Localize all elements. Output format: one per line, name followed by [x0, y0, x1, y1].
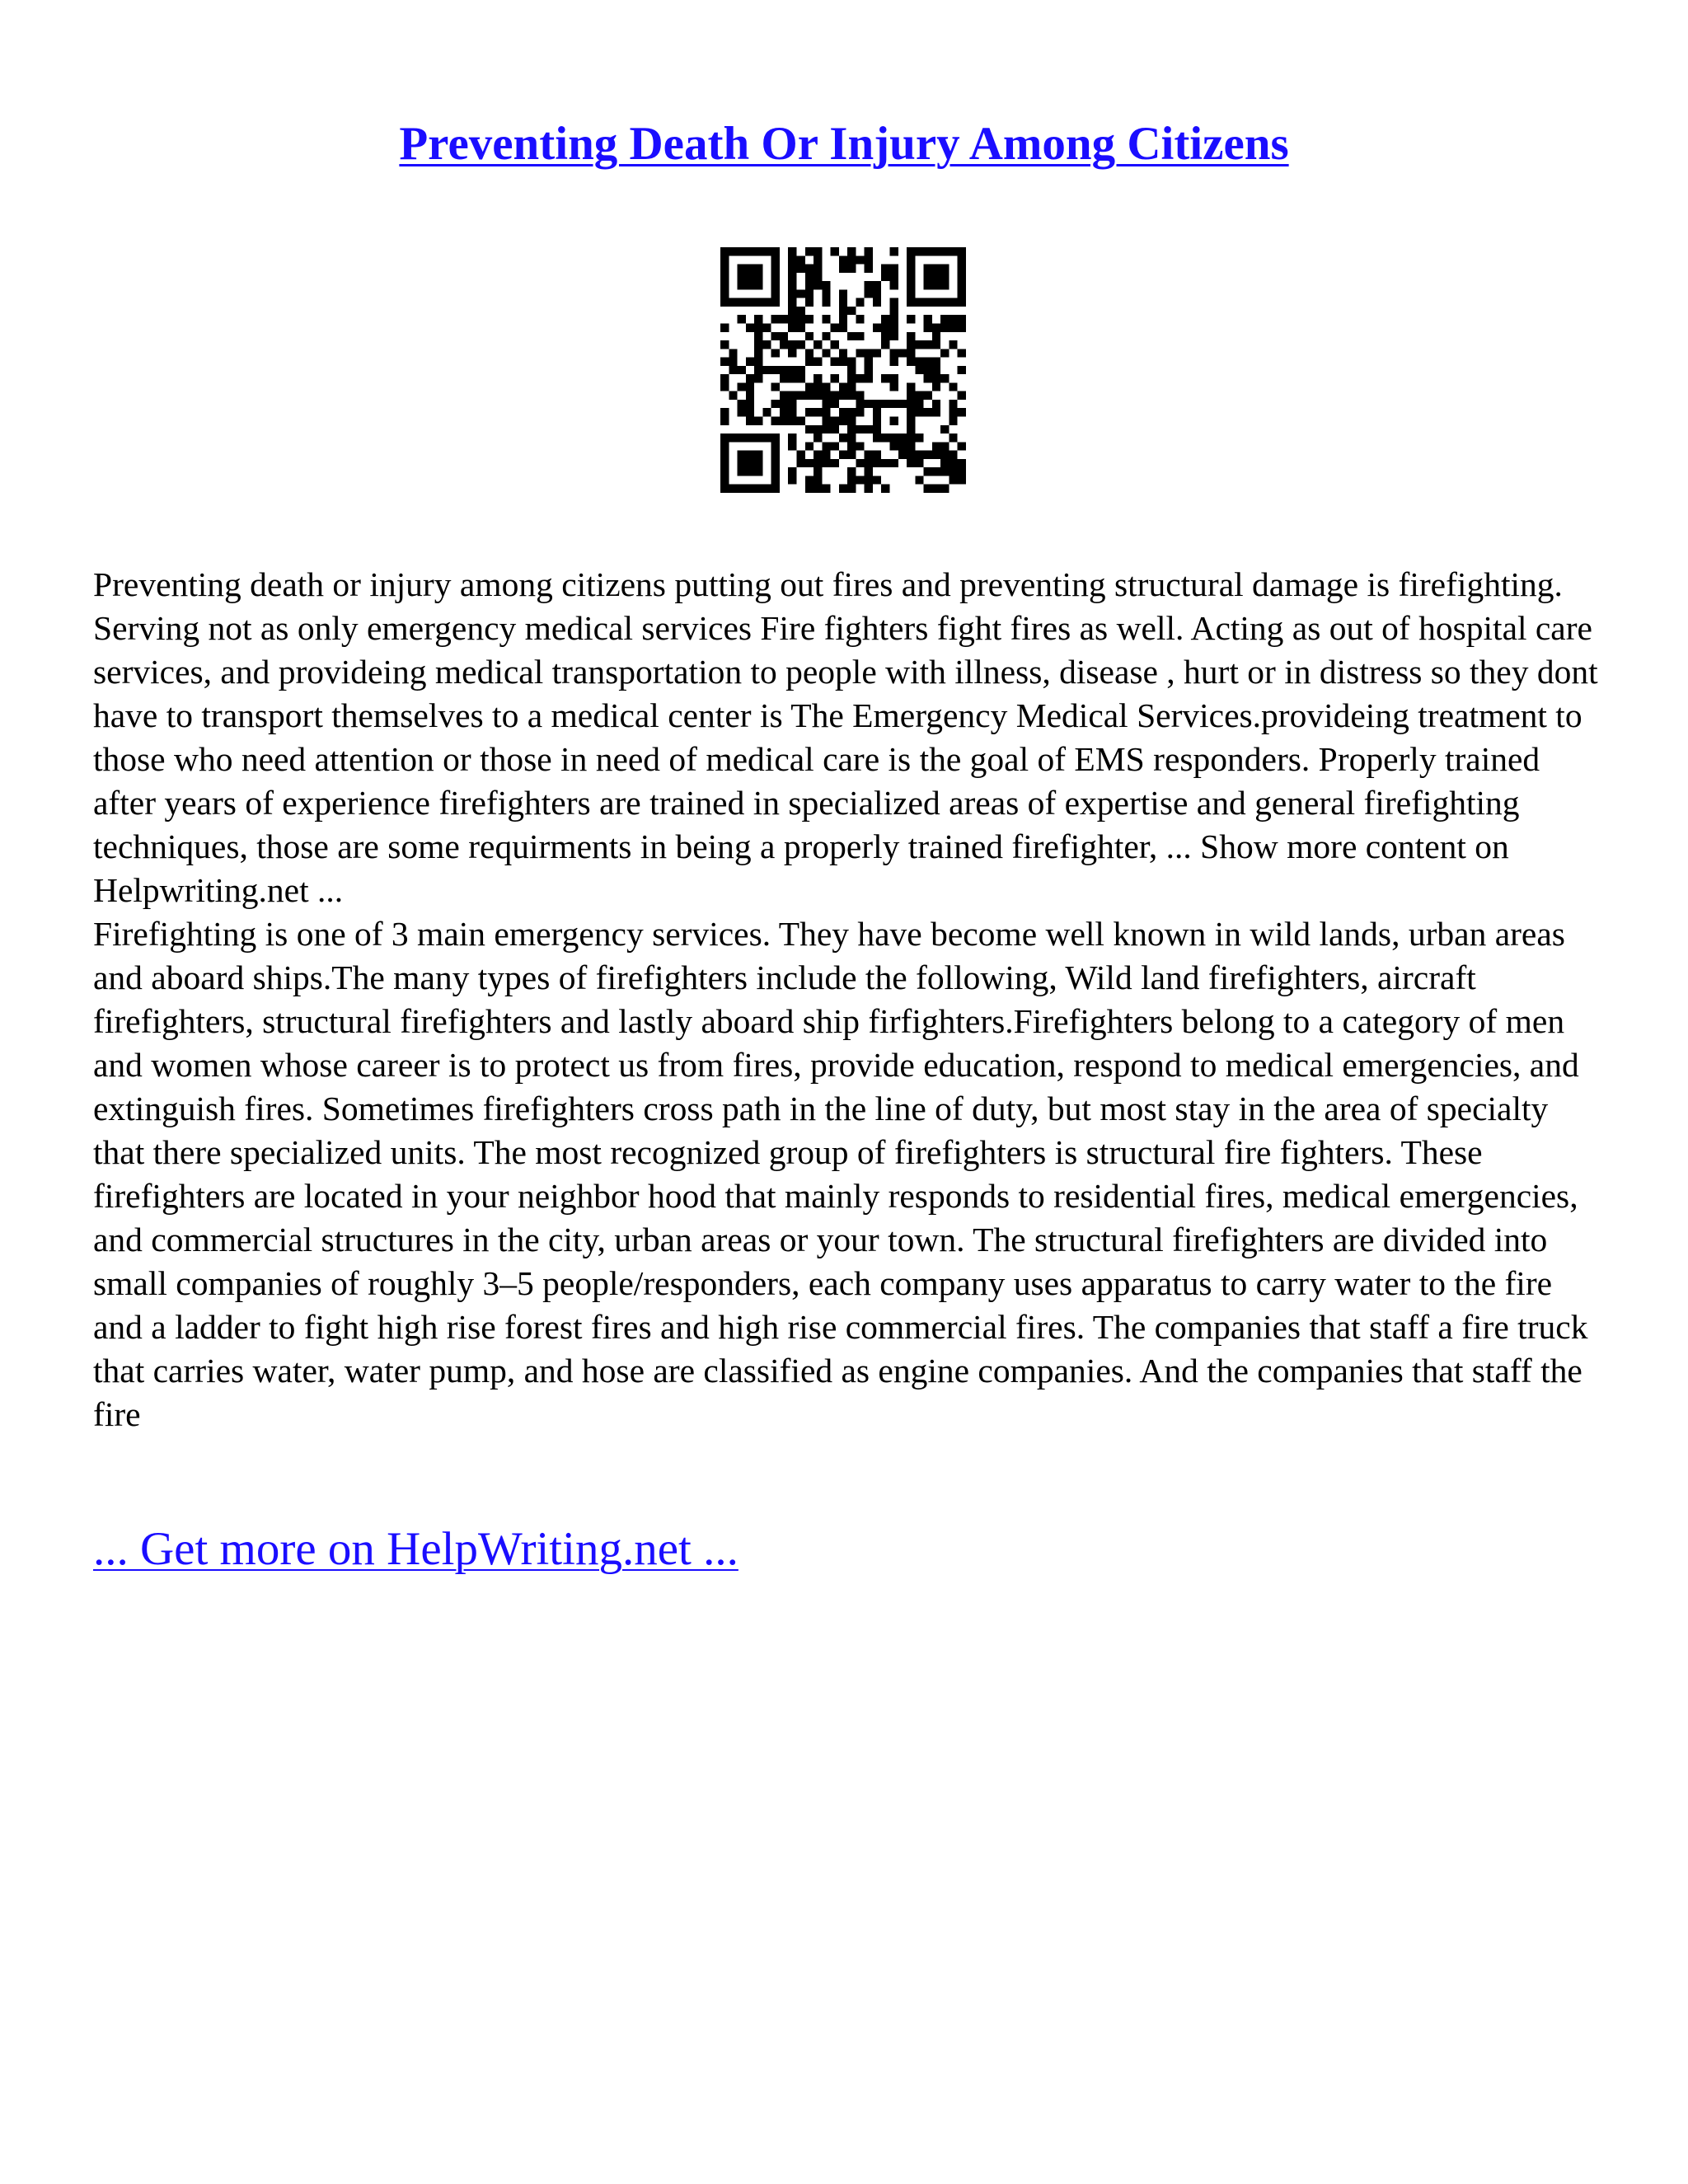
paragraph-1: Preventing death or injury among citizens putting out fires and preventing structural damage is firefighting. Serving not as only emergency medical services Fire fighters fight fires as well. Acting as out of hospital care services, and provideing medical transportation to people with illness, disease , hurt or in distress so they dont have to transport themselves to a medical center is The Emergency Medical Services.provideing treatment to those who need attention or those in need of medical care is the goal of EMS responders. Properly trained after years of experience firefighters are trained in specialized areas of expertise and general firefighting techniques, those are some requirments in being a properly trained firefighter, ... Show more content on Helpwriting.net ... [93, 565, 1598, 909]
paragraph-2: Firefighting is one of 3 main emergency services. They have become well known in wild lands, urban areas and aboard ships.The many types of firefighters include the following, Wild land firefighters, aircraft firefighters, structural firefighters and lastly aboard ship firfighters.Firefighters belong to a category of men and women whose career is to protect us from fires, provide education, respond to medical emergencies, and extinguish fires. Sometimes firefighters cross path in the line of duty, but most stay in the area of specialty that there specialized units. The most recognized group of firefighters is structural fire fighters. These firefighters are located in your neighbor hood that mainly responds to residential fires, medical emergencies, and commercial structures in the city, urban areas or your town. The structural firefighters are divided into small companies of roughly 3–5 people/responders, each company uses apparatus to carry water to the fire and a ladder to fight high rise forest fires and high rise commercial fires. The companies that staff a fire truck that carries water, water pump, and hose are classified as engine companies. And the companies that staff the fire [93, 915, 1588, 1433]
qr-code-icon [720, 247, 966, 493]
get-more-link[interactable]: ... Get more on HelpWriting.net ... [93, 1523, 738, 1575]
more-link-container [93, 1521, 738, 1578]
title-link[interactable]: Preventing Death Or Injury Among Citizens [399, 118, 1289, 170]
page-title [0, 115, 1688, 173]
body-text [93, 563, 1601, 1436]
